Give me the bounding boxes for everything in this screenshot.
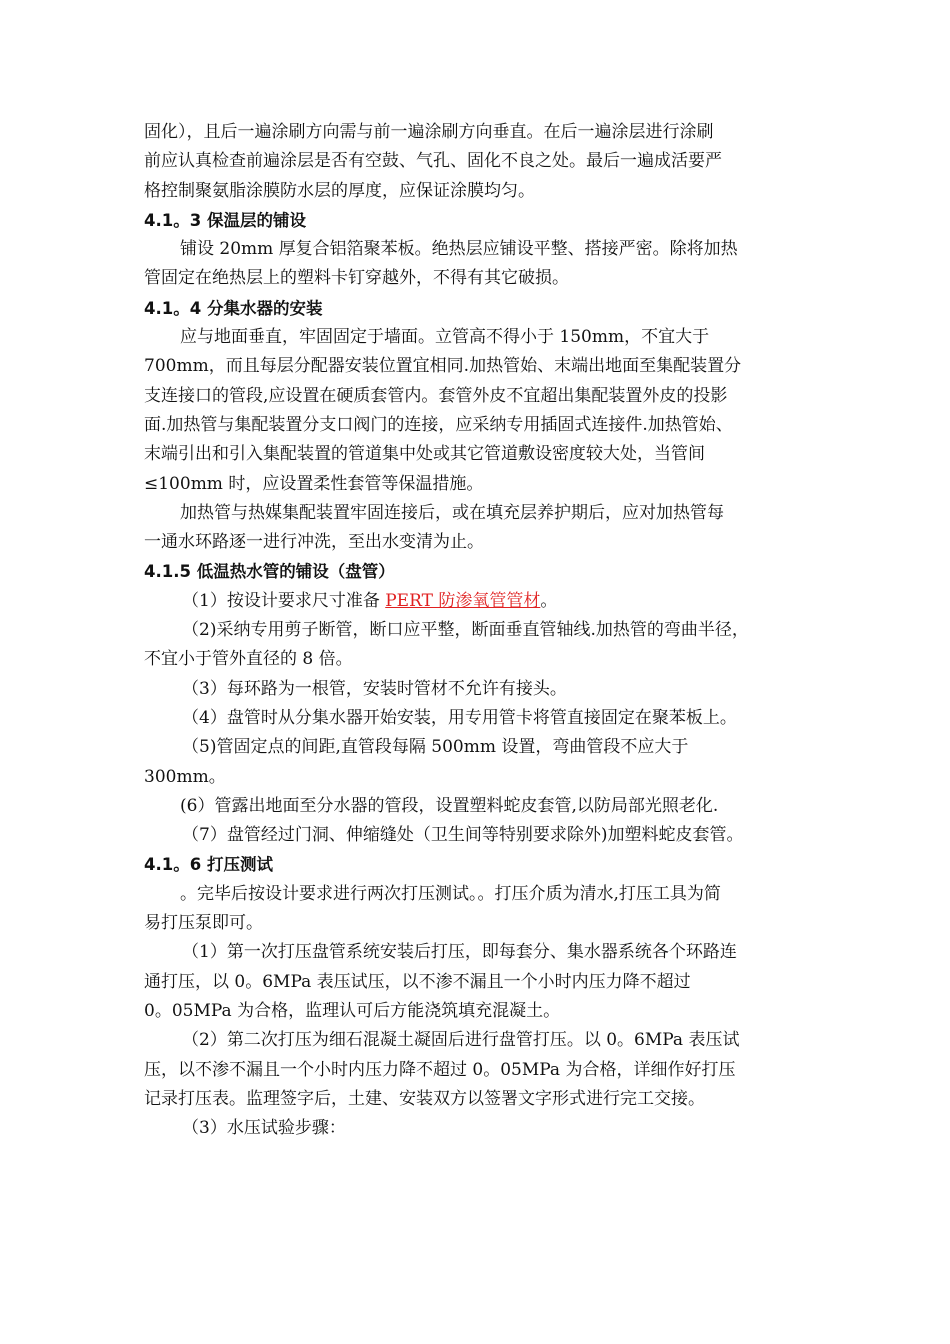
list-item-1 [144,587,812,616]
list-item-5: （5)管固定点的间距,直管段每隔 500mm 设置，弯曲管段不应大于 [182,737,689,758]
paragraph-line: 前应认真检查前遍涂层是否有空鼓、气孔、固化不良之处。最后一遍成活要严 [144,151,722,172]
paragraph-line: 压，以不渗不漏且一个小时内压力降不超过 0。05MPa 为合格，详细作好打压 [144,1059,736,1080]
paragraph-line: 通打压，以 0。6MPa 表压试压，以不渗不漏且一个小时内压力降不超过 [144,971,691,992]
pert-pipe-link[interactable]: PERT 防渗氧管管材 [385,590,541,611]
paragraph-line: 300mm。 [144,766,226,787]
paragraph-line: 易打压泵即可。 [144,913,263,934]
paragraph-line: 面.加热管与集配装置分支口阀门的连接，应采纳专用插固式连接件.加热管始、 [144,414,733,435]
list-item-3: （3）水压试验步骤： [182,1118,346,1139]
paragraph-line: 格控制聚氨脂涂膜防水层的厚度，应保证涂膜均匀。 [144,180,535,201]
list-item-2: （2)采纳专用剪子断管，断口应平整，断面垂直管轴线.加热管的弯曲半径， [182,620,749,641]
paragraph-line: 铺设 20mm 厚复合铝箔聚苯板。绝热层应铺设平整、搭接严密。除将加热 [180,239,738,260]
section-heading-4-1-3: 4.1。3 保温层的铺设 [144,210,306,230]
paragraph-line: 记录打压表。监理签字后，土建、安装双方以签署文字形式进行完工交接。 [144,1088,705,1109]
paragraph-line: ≤100mm 时，应设置柔性套管等保温措施。 [144,473,484,494]
section-heading-4-1-5: 4.1.5 低温热水管的铺设（盘管） [144,562,395,582]
paragraph-line: 应与地面垂直，牢固固定于墙面。立管高不得小于 150mm，不宜大于 [180,327,710,348]
paragraph-line: 一通水环路逐一进行冲洗，至出水变清为止。 [144,532,484,553]
paragraph-line: 0。05MPa 为合格，监理认可后方能浇筑填充混凝土。 [144,1000,561,1021]
section-heading-4-1-6: 4.1。6 打压测试 [144,855,273,875]
paragraph-line: 末端引出和引入集配装置的管道集中处或其它管道敷设密度较大处，当管间 [144,444,705,465]
list-item-3: （3）每环路为一根管，安装时管材不允许有接头。 [182,678,567,699]
list-item-1: （1）第一次打压盘管系统安装后打压，即每套分、集水器系统各个环路连 [182,942,737,963]
list-item-text: （1）按设计要求尺寸准备 [182,590,386,611]
paragraph-line: 700mm，而且每层分配器安装位置宜相同.加热管始、末端出地面至集配装置分 [144,356,742,377]
list-item-2: （2）第二次打压为细石混凝土凝固后进行盘管打压。以 0。6MPa 表压试 [182,1030,740,1051]
paragraph-line: 固化），且后一遍涂刷方向需与前一遍涂刷方向垂直。在后一遍涂层进行涂刷 [144,122,714,142]
list-item-4: （4）盘管时从分集水器开始安装，用专用管卡将管直接固定在聚苯板上。 [182,707,737,728]
paragraph-line: 不宜小于管外直径的 8 倍。 [144,649,353,670]
list-item-6: (6）管露出地面至分水器的管段，设置塑料蛇皮套管,以防局部光照老化. [180,795,719,816]
list-item-text: 。 [540,590,558,611]
section-heading-4-1-4: 4.1。4 分集水器的安装 [144,298,323,318]
paragraph-line: 管固定在绝热层上的塑料卡钉穿越外，不得有其它破损。 [144,268,569,289]
paragraph-line: 加热管与热媒集配装置牢固连接后，或在填充层养护期后，应对加热管每 [180,502,724,523]
list-item-7: （7）盘管经过门洞、伸缩缝处（卫生间等特别要求除外)加塑料蛇皮套管。 [182,825,744,846]
paragraph-line: 。完毕后按设计要求进行两次打压测试。。打压介质为清水,打压工具为简 [180,883,721,904]
paragraph-line: 支连接口的管段,应设置在硬质套管内。套管外皮不宜超出集配装置外皮的投影 [144,385,728,406]
document-body [144,118,812,1143]
